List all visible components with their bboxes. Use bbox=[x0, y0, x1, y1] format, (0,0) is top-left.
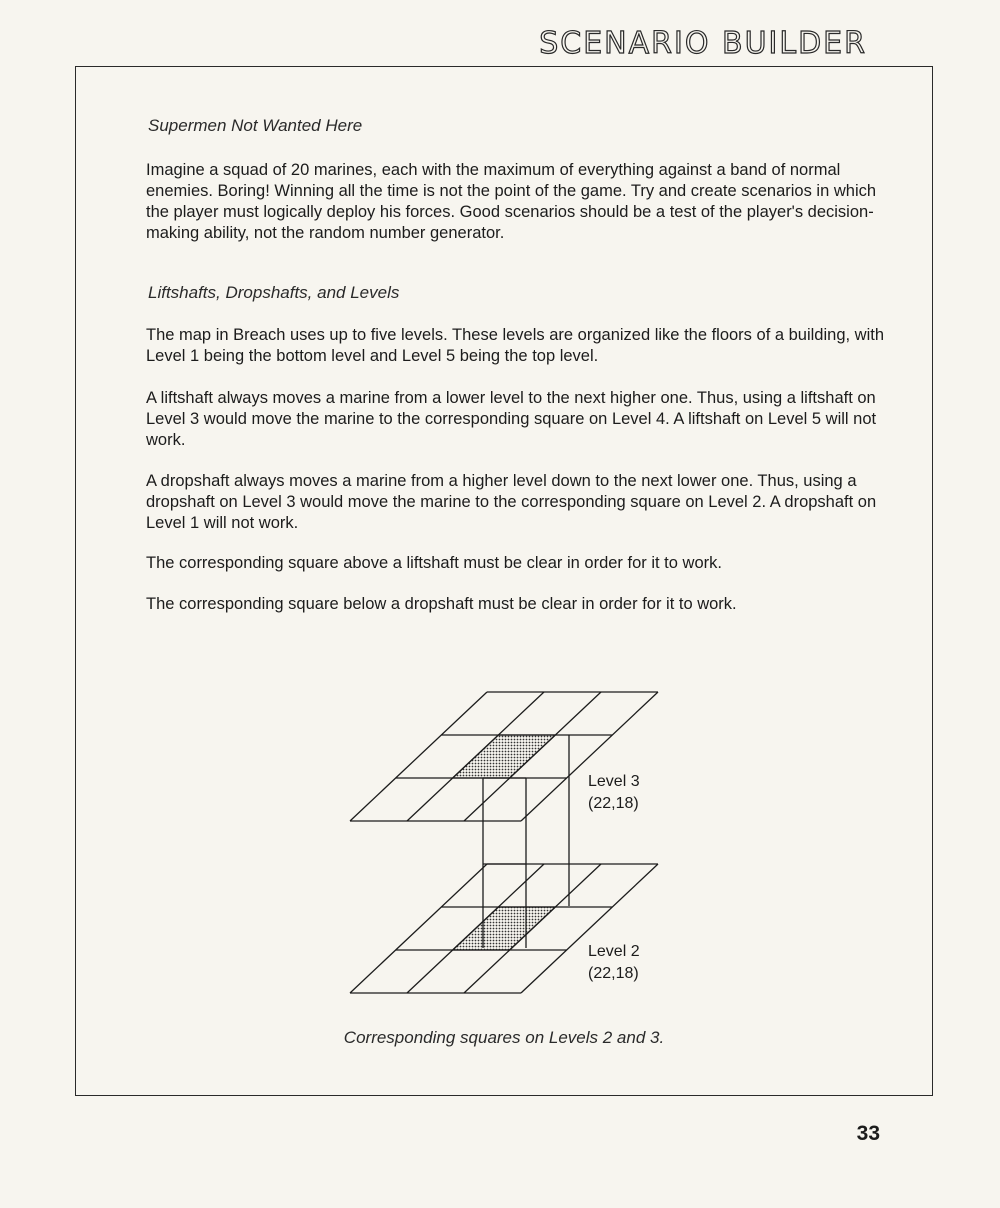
paragraph-liftshaft-clear: The corresponding square above a liftshaft must be clear in order for it to work. bbox=[146, 554, 722, 572]
upper-level-coords: (22,18) bbox=[588, 795, 639, 812]
paragraph-dropshaft-clear: The corresponding square below a dropshaft must be clear in order for it to work. bbox=[146, 595, 737, 613]
upper-grid-highlighted-square bbox=[453, 735, 556, 778]
upper-grid-column-line bbox=[350, 692, 487, 821]
section-heading-supermen: Supermen Not Wanted Here bbox=[148, 116, 363, 135]
upper-level-label: Level 3 bbox=[588, 773, 640, 790]
page-number: 33 bbox=[856, 1122, 880, 1145]
lower-grid-column-line bbox=[350, 864, 487, 993]
lower-level-label: Level 2 bbox=[588, 943, 640, 960]
section-heading-liftshafts: Liftshafts, Dropshafts, and Levels bbox=[148, 283, 400, 302]
lower-grid-highlighted-square bbox=[453, 907, 556, 950]
level-grid-diagram bbox=[340, 680, 680, 1010]
paragraph-supermen: Imagine a squad of 20 marines, each with the maximum of everything against a band of normal enemies. Boring! Winning all the time is not the point of the game. Try and create scenarios in which the player must logically deploy his forces. Good scenarios should be a test of the player's decision-making ability, not the random number generator. bbox=[146, 161, 877, 242]
lower-level-coords: (22,18) bbox=[588, 965, 639, 982]
paragraph-dropshaft: A dropshaft always moves a marine from a higher level down to the next lower one. Thus, using a dropshaft on Level 3 would move the marine to the corresponding square on Level 2. A dropshaft on Level 1 will not work. bbox=[146, 472, 877, 532]
paragraph-liftshaft: A liftshaft always moves a marine from a lower level to the next higher one. Thus, using a liftshaft on Level 3 would move the marine to the corresponding square on Level 4. A liftshaft on Level 5 will not work. bbox=[146, 389, 877, 449]
page-header-title: SCENARIO BUILDER bbox=[539, 26, 867, 61]
paragraph-levels: The map in Breach uses up to five levels. These levels are organized like the floors of a building, with Level 1 being the bottom level and Level 5 being the top level. bbox=[146, 326, 885, 365]
figure-caption: Corresponding squares on Levels 2 and 3. bbox=[343, 1028, 665, 1047]
